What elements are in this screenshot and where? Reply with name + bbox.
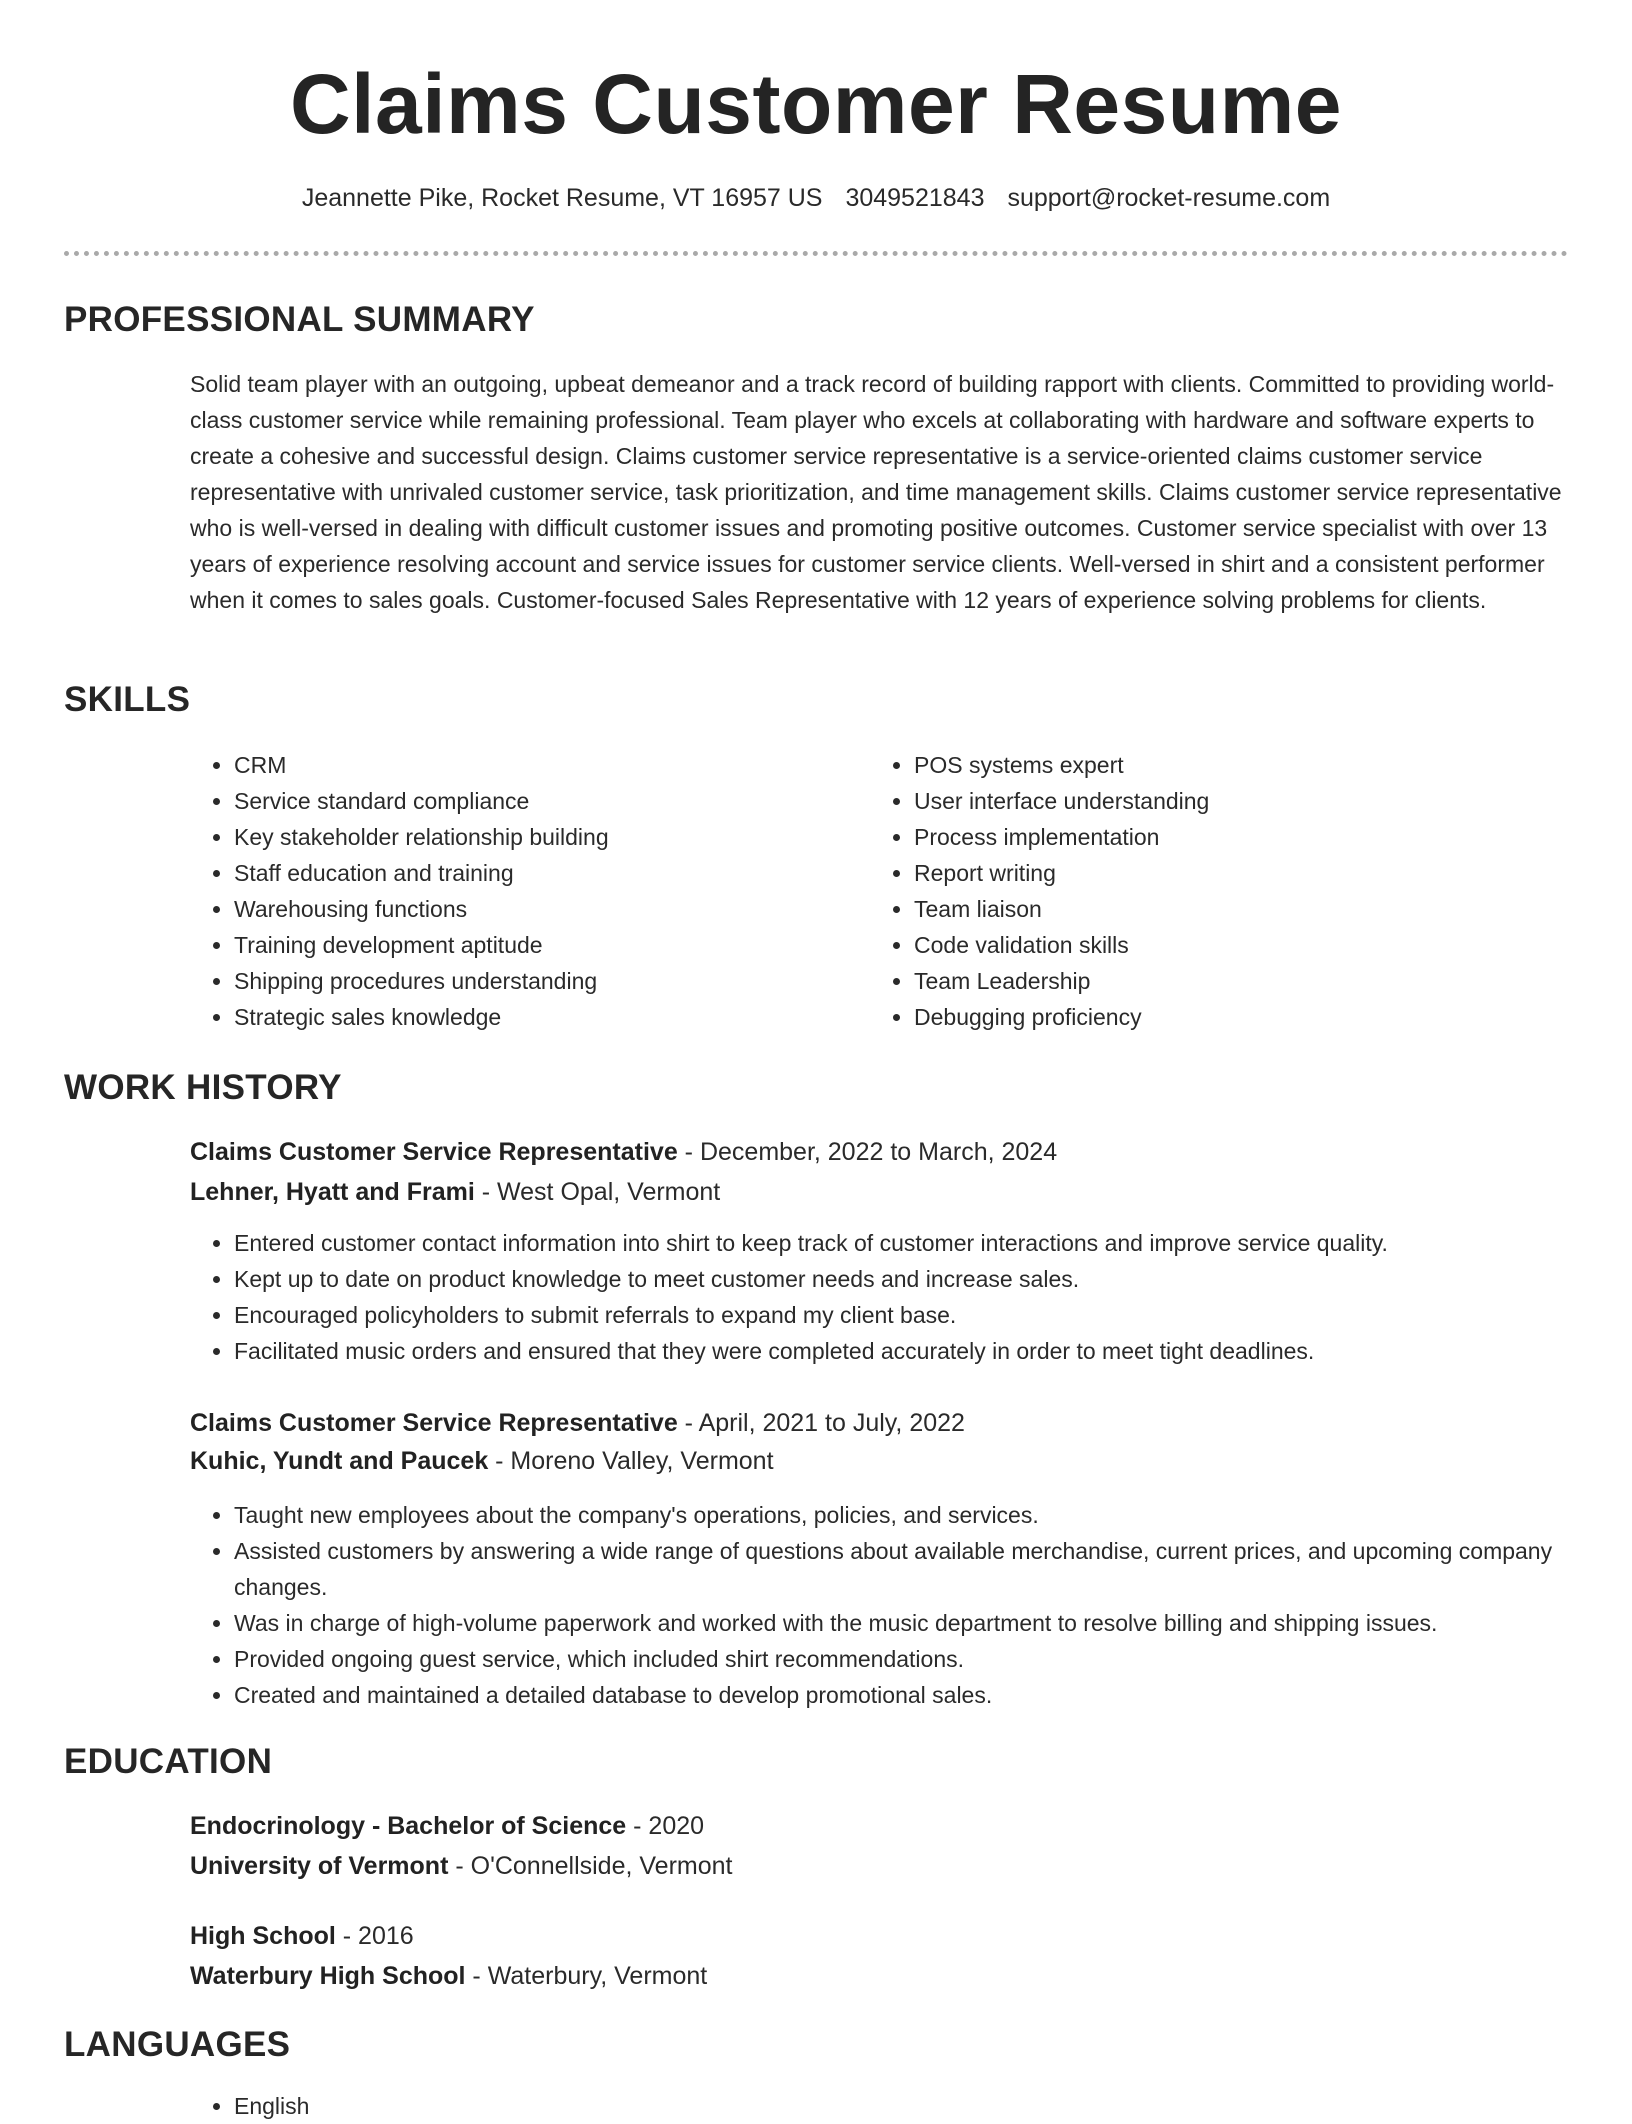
skill-item: • Service standard compliance: [234, 783, 850, 819]
skill-item: • Warehousing functions: [234, 891, 850, 927]
job-bullet: • Facilitated music orders and ensured that they were completed accurately in order to meet tight deadlines.: [234, 1333, 1570, 1369]
summary-text: Solid team player with an outgoing, upbeat demeanor and a track record of building rapport with clients. Committed to providing world-class customer service while remaining professional. Team player who excels at collaborating with hardware and software experts to create a cohesive and successful design. Claims customer service representative is a service-oriented claims customer service representative with unrivaled customer service, task prioritization, and time management skills. Claims customer service representative who is well-versed in dealing with difficult customer issues and promoting positive outcomes. Customer service specialist with over 13 years of experience resolving account and service issues for customer service clients. Well-versed in shirt and a consistent performer when it comes to sales goals. Customer-focused Sales Representative with 12 years of experience solving problems for clients.: [190, 371, 1562, 613]
job-title: Claims Customer Service Representative: [190, 1409, 678, 1437]
contact-email: support@rocket-resume.com: [1007, 184, 1331, 212]
skill-item: • Report writing: [914, 855, 1530, 891]
education-year: - 2020: [626, 1812, 705, 1840]
job-location: - Moreno Valley, Vermont: [488, 1447, 774, 1475]
job-bullet: • Encouraged policyholders to submit referrals to expand my client base.: [234, 1297, 1570, 1333]
education-degree-line: [190, 1918, 414, 1954]
skills-list-right: [870, 747, 1530, 1035]
job-title: Claims Customer Service Representative: [190, 1138, 678, 1166]
job-company: Lehner, Hyatt and Frami: [190, 1178, 475, 1206]
skills-list-left: [190, 747, 850, 1035]
languages-heading: LANGUAGES: [64, 2025, 291, 2064]
contact-phone: 3049521843: [845, 184, 985, 212]
skill-item: • Staff education and training: [234, 855, 850, 891]
education-school: Waterbury High School: [190, 1962, 466, 1990]
education-degree: High School: [190, 1922, 336, 1950]
job-title-line: [190, 1134, 1057, 1170]
contact-address: Jeannette Pike, Rocket Resume, VT 16957 US: [301, 184, 823, 212]
skill-item: • Training development aptitude: [234, 927, 850, 963]
job-bullet: • Provided ongoing guest service, which included shirt recommendations.: [234, 1641, 1570, 1677]
skill-item: • Shipping procedures understanding: [234, 963, 850, 999]
education-location: - Waterbury, Vermont: [465, 1962, 708, 1990]
header-divider: [64, 251, 1568, 256]
job-dates: - April, 2021 to July, 2022: [677, 1409, 965, 1437]
summary-heading: PROFESSIONAL SUMMARY: [64, 300, 535, 339]
education-heading: EDUCATION: [64, 1742, 273, 1781]
skill-item: • User interface understanding: [914, 783, 1530, 819]
education-year: - 2016: [335, 1922, 414, 1950]
skill-item: • Key stakeholder relationship building: [234, 819, 850, 855]
skill-item: • Team liaison: [914, 891, 1530, 927]
job-bullet: • Created and maintained a detailed database to develop promotional sales.: [234, 1677, 1570, 1713]
job-company-line: [190, 1443, 774, 1479]
education-school: University of Vermont: [190, 1852, 449, 1880]
skill-item: • Team Leadership: [914, 963, 1530, 999]
skill-item: • CRM: [234, 747, 850, 783]
education-degree-line: [190, 1808, 704, 1844]
job-bullet: • Kept up to date on product knowledge to meet customer needs and increase sales.: [234, 1261, 1570, 1297]
resume-title: Claims Customer Resume: [289, 57, 1343, 151]
skill-item: • Strategic sales knowledge: [234, 999, 850, 1035]
education-location: - O'Connellside, Vermont: [448, 1852, 733, 1880]
job-bullet: • Taught new employees about the company's operations, policies, and services.: [234, 1497, 1570, 1533]
skill-item: • Code validation skills: [914, 927, 1530, 963]
education-degree: Endocrinology - Bachelor of Science: [190, 1812, 627, 1840]
skills-heading: SKILLS: [64, 680, 191, 719]
job-bullet: • Assisted customers by answering a wide range of questions about available merchandise, current prices, and upcoming company changes.: [234, 1533, 1570, 1605]
skill-item: • Debugging proficiency: [914, 999, 1530, 1035]
languages-list: [190, 2088, 1570, 2124]
job-company: Kuhic, Yundt and Paucek: [190, 1447, 489, 1475]
job-company-line: [190, 1174, 720, 1210]
job-bullet: • Was in charge of high-volume paperwork and worked with the music department to resolve billing and shipping issues.: [234, 1605, 1570, 1641]
job-title-line: [190, 1405, 965, 1441]
job-bullets: [190, 1225, 1570, 1369]
education-school-line: [190, 1958, 707, 1994]
job-bullet: • Entered customer contact information into shirt to keep track of customer interactions and improve service quality.: [234, 1225, 1570, 1261]
language-item: • English: [234, 2088, 1570, 2124]
work-heading: WORK HISTORY: [64, 1068, 342, 1107]
skill-item: • Process implementation: [914, 819, 1530, 855]
skill-item: • POS systems expert: [914, 747, 1530, 783]
education-school-line: [190, 1848, 732, 1884]
job-bullets: [190, 1497, 1570, 1713]
job-location: - West Opal, Vermont: [474, 1178, 721, 1206]
contact-line: [0, 181, 1632, 215]
job-dates: - December, 2022 to March, 2024: [677, 1138, 1058, 1166]
